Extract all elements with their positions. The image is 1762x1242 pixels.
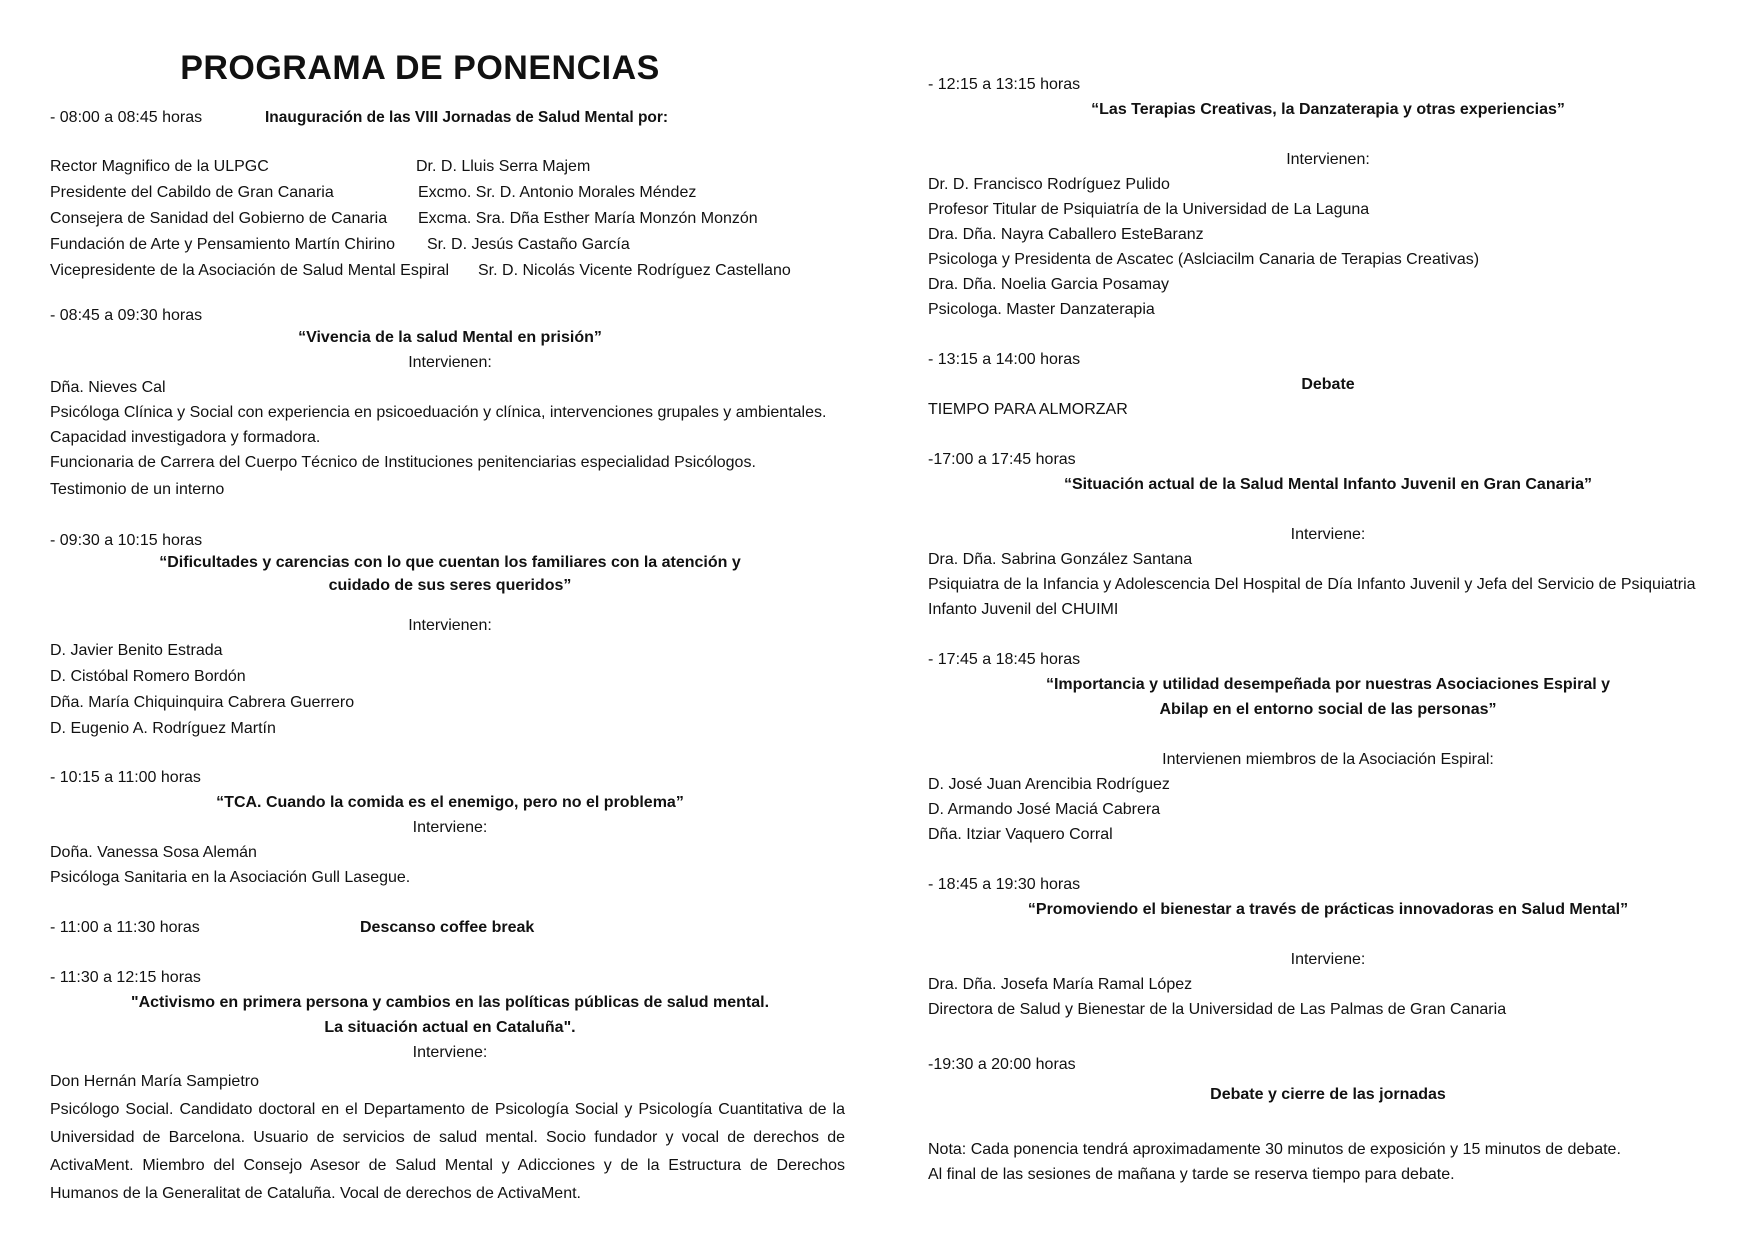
talk-title: “Dificultades y carencias con lo que cuentan los familiares con la atención y (159, 554, 741, 571)
role-text: Consejera de Sanidad del Gobierno de Canaria (50, 210, 388, 227)
speaker-line: Profesor Titular de Psiquiatría de la Universidad de La Laguna (928, 201, 1370, 218)
speaker-line: Infanto Juvenil del CHUIMI (928, 601, 1119, 618)
session-time: - 11:00 a 11:30 horas (50, 919, 200, 936)
speakers-label: Intervienen: (408, 617, 492, 634)
person-name: Sr. D. Nicolás Vicente Rodríguez Castellano (478, 262, 791, 279)
session-time: - 13:15 a 14:00 horas (928, 351, 1081, 368)
speakers-label: Interviene: (412, 819, 488, 836)
session-time: -19:30 a 20:00 horas (928, 1056, 1076, 1073)
person-name: Dr. D. Lluis Serra Majem (416, 158, 591, 175)
person-name: Excma. Sra. Dña Esther María Monzón Monzón (418, 210, 758, 227)
session-time: - 08:45 a 09:30 horas (50, 307, 203, 324)
role-text: Presidente del Cabildo de Gran Canaria (50, 184, 334, 201)
talk-title: Descanso coffee break (360, 919, 535, 936)
speaker-name: D. Cistóbal Romero Bordón (50, 668, 246, 685)
note-line: Nota: Cada ponencia tendrá aproximadamente 30 minutos de exposición y 15 minutos de debate. (928, 1141, 1621, 1158)
talk-title: “Las Terapias Creativas, la Danzaterapia y otras experiencias” (1091, 101, 1565, 118)
role-text: Fundación de Arte y Pensamiento Martín Chirino (50, 236, 396, 253)
speakers-label: Interviene: (1290, 526, 1366, 543)
speakers-label: Interviene: (412, 1044, 488, 1061)
talk-title: Debate y cierre de las jornadas (1210, 1086, 1446, 1103)
speaker-line: Dra. Dña. Noelia Garcia Posamay (928, 276, 1169, 293)
speaker-name: D. Armando José Maciá Cabrera (928, 801, 1161, 818)
talk-title: La situación actual en Cataluña". (324, 1019, 576, 1036)
session-time: - 12:15 a 13:15 horas (928, 76, 1081, 93)
speaker-line: Directora de Salud y Bienestar de la Universidad de Las Palmas de Gran Canaria (928, 1001, 1507, 1018)
speaker-line: Doña. Vanessa Sosa Alemán (50, 844, 257, 861)
speaker-line: Dra. Dña. Josefa María Ramal López (928, 976, 1193, 993)
speakers-label: Intervienen miembros de la Asociación Espiral: (1162, 751, 1494, 768)
speaker-name: Dña. Itziar Vaquero Corral (928, 826, 1113, 843)
role-text: Rector Magnifico de la ULPGC (50, 158, 269, 175)
speaker-line: Dña. Nieves Cal (50, 379, 166, 396)
speaker-line: Dra. Dña. Sabrina González Santana (928, 551, 1193, 568)
session-heading: Inauguración de las VIII Jornadas de Salud Mental por: (265, 109, 669, 126)
speaker-line: Psiquiatra de la Infancia y Adolescencia Del Hospital de Día Infanto Juvenil y Jefa del Servicio de Psiquiatria (928, 576, 1696, 593)
speaker-line: Funcionaria de Carrera del Cuerpo Técnico de Instituciones penitenciarias especialidad Psicólogos. (50, 454, 756, 471)
talk-title: cuidado de sus seres queridos” (328, 577, 572, 594)
speakers-label: Intervienen: (1286, 151, 1370, 168)
person-name: Sr. D. Jesús Castaño García (427, 236, 630, 253)
speaker-line: Dr. D. Francisco Rodríguez Pulido (928, 176, 1170, 193)
speaker-line: Psicologa. Master Danzaterapia (928, 301, 1155, 318)
speaker-name: D. José Juan Arencibia Rodríguez (928, 776, 1170, 793)
speakers-label: Intervienen: (408, 354, 492, 371)
note-line: Al final de las sesiones de mañana y tarde se reserva tiempo para debate. (928, 1166, 1455, 1183)
speaker-name: Don Hernán María Sampietro (50, 1073, 259, 1090)
talk-title: “Importancia y utilidad desempeñada por nuestras Asociaciones Espiral y (1045, 676, 1611, 693)
role-text: Vicepresidente de la Asociación de Salud Mental Espiral (50, 262, 450, 279)
session-time: - 10:15 a 11:00 horas (50, 769, 201, 786)
speaker-name: Dña. María Chiquinquira Cabrera Guerrero (50, 694, 355, 711)
talk-title: "Activismo en primera persona y cambios en las políticas públicas de salud mental. (130, 994, 770, 1011)
speaker-line: Testimonio de un interno (50, 481, 225, 498)
speaker-line: Psicologa y Presidenta de Ascatec (Aslciacilm Canaria de Terapias Creativas) (928, 251, 1480, 268)
speaker-line: Dra. Dña. Nayra Caballero EsteBaranz (928, 226, 1204, 243)
person-name: Excmo. Sr. D. Antonio Morales Méndez (418, 184, 697, 201)
talk-title: “Vivencia de la salud Mental en prisión” (298, 329, 602, 346)
session-time: - 09:30 a 10:15 horas (50, 532, 203, 549)
session-time: - 08:00 a 08:45 horas (50, 109, 203, 126)
session-time: - 18:45 a 19:30 horas (928, 876, 1081, 893)
speakers-label: Interviene: (1290, 951, 1366, 968)
speaker-bio: Psicólogo Social. Candidato doctoral en el Departamento de Psicología Social y Psicología Cuantitativa de la Universidad de Barcelona. Usuario de servicios de salud mental. Socio fundador y vocal de derechos de ActivaMent. Miembro del Consejo Asesor de Salud Mental y Adicciones y de la Estructura de Derechos Humanos de la Generalitat de Cataluña. Vocal de derechos de ActivaMent. (50, 1101, 845, 1202)
talk-title: Abilap en el entorno social de las personas” (1159, 701, 1497, 718)
speaker-line: Psicóloga Clínica y Social con experiencia en psicoeduación y clínica, intervenciones grupales y ambientales. (50, 404, 827, 421)
session-time: -17:00 a 17:45 horas (928, 451, 1076, 468)
speaker-line: Capacidad investigadora y formadora. (50, 429, 321, 446)
session-time: - 11:30 a 12:15 horas (50, 969, 201, 986)
talk-title: “Promoviendo el bienestar a través de prácticas innovadoras en Salud Mental” (1027, 901, 1629, 918)
lunch-note: TIEMPO PARA ALMORZAR (928, 401, 1128, 418)
session-time: - 17:45 a 18:45 horas (928, 651, 1081, 668)
speaker-name: D. Eugenio A. Rodríguez Martín (50, 720, 276, 737)
page-title: PROGRAMA DE PONENCIAS (180, 49, 660, 87)
talk-title: “Situación actual de la Salud Mental Infanto Juvenil en Gran Canaria” (1063, 476, 1593, 493)
talk-title: Debate (1301, 376, 1355, 393)
talk-title: “TCA. Cuando la comida es el enemigo, pero no el problema” (216, 794, 684, 811)
speaker-name: D. Javier Benito Estrada (50, 642, 223, 659)
speaker-line: Psicóloga Sanitaria en la Asociación Gull Lasegue. (50, 869, 411, 886)
